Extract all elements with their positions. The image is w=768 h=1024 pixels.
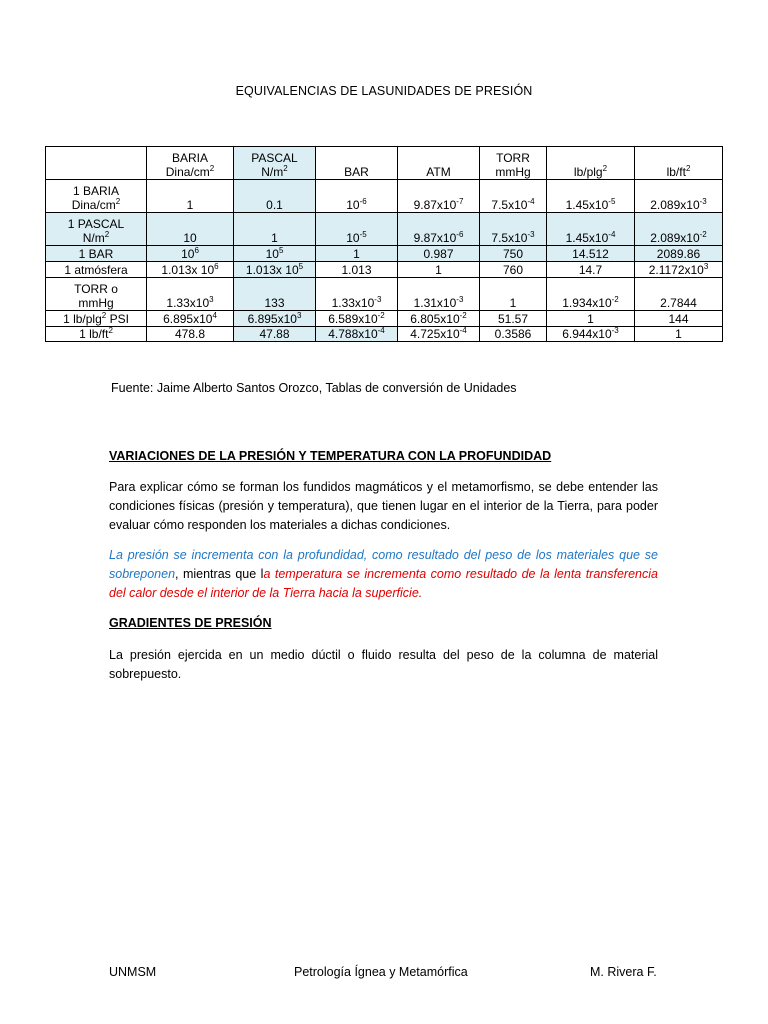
table-header-row — [46, 147, 723, 180]
table-cell: $10^6$ — [147, 246, 234, 262]
header-empty-cell — [46, 147, 147, 180]
table-cell: 1 — [635, 327, 723, 342]
table-cell: $2.1172x10^3$ — [635, 262, 723, 278]
table-cell: 1 — [147, 180, 234, 213]
connector-text: , mientras que l — [175, 567, 264, 581]
row-label: 1 $lb/ft^2$ — [46, 327, 147, 342]
source-citation: Fuente: Jaime Alberto Santos Orozco, Tablas de conversión de Unidades — [111, 381, 517, 395]
header-bar: BAR — [316, 147, 398, 180]
header-lbft: $lb/ft^2$ — [635, 147, 723, 180]
table-cell: 478.8 — [147, 327, 234, 342]
table-cell: $6.944x10^{-3}$ — [547, 327, 635, 342]
table-cell: 1 — [398, 262, 480, 278]
pressure-statement: La presión se incrementa con la profundidad, como resultado del peso de los materiales que se sobreponen — [109, 548, 658, 581]
table-cell: 2089.86 — [635, 246, 723, 262]
table-cell: $1.33x10^3$ — [147, 278, 234, 311]
table-cell: 133 — [234, 278, 316, 311]
table-cell: 1 — [480, 278, 547, 311]
paragraph-intro: Para explicar cómo se forman los fundidos magmáticos y el metamorfismo, se debe entender las condiciones físicas (presión y temperatura), que tienen lugar en el interior de la Tierra, para poder evaluar cómo responden los materiales a dichas condiciones. — [109, 480, 658, 532]
table-cell: 1.013 — [316, 262, 398, 278]
table-cell: $1.33x10^{-3}$ — [316, 278, 398, 311]
table-cell: 0.987 — [398, 246, 480, 262]
table-cell: 14.512 — [547, 246, 635, 262]
table-cell: $10^5$ — [234, 246, 316, 262]
table-cell: $9.87x10^{-7}$ — [398, 180, 480, 213]
table-cell: 2.7844 — [635, 278, 723, 311]
row-label: 1 lb/plg$^2$ PSI — [46, 311, 147, 327]
table-cell: 1 — [316, 246, 398, 262]
header-lbplg: lb/plg$^2$ — [547, 147, 635, 180]
row-label: 1 BAR — [46, 246, 147, 262]
table-cell: $1.45x10^{-5}$ — [547, 180, 635, 213]
table-cell: 47.88 — [234, 327, 316, 342]
header-torr: TORR mmHg — [480, 147, 547, 180]
table-cell: $4.788x10^{-4}$ — [316, 327, 398, 342]
table-cell: $2.089x10^{-2}$ — [635, 213, 723, 246]
table-cell: $10^{-5}$ — [316, 213, 398, 246]
table-row-psi — [46, 311, 723, 327]
footer-center: Petrología Ígnea y Metamórfica — [294, 965, 468, 979]
table-row-pascal — [46, 213, 723, 246]
row-label: 1 BARIA Dina/$cm^2$ — [46, 180, 147, 213]
table-cell: 750 — [480, 246, 547, 262]
table-row-bar — [46, 246, 723, 262]
header-atm: ATM — [398, 147, 480, 180]
table-cell: $1.45x10^{-4}$ — [547, 213, 635, 246]
table-cell: 144 — [635, 311, 723, 327]
table-cell: $6.589x10^{-2}$ — [316, 311, 398, 327]
table-cell: $4.725x10^{-4}$ — [398, 327, 480, 342]
table-row-torr — [46, 278, 723, 311]
pressure-units-table — [45, 146, 723, 342]
table-cell: $2.089x10^{-3}$ — [635, 180, 723, 213]
footer-left: UNMSM — [109, 965, 157, 979]
table-cell: $1.934x10^{-2}$ — [547, 278, 635, 311]
row-label: TORR o mmHg — [46, 278, 147, 311]
table-cell: 760 — [480, 262, 547, 278]
paragraph-pressure-temperature — [109, 546, 658, 603]
table-cell: 0.1 — [234, 180, 316, 213]
table-cell: 1 — [547, 311, 635, 327]
temperature-statement: a temperatura se incrementa como resultado de la lenta transferencia del calor desde el interior de la Tierra hacia la superficie. — [109, 567, 658, 600]
section-heading-gradientes: GRADIENTES DE PRESIÓN — [109, 616, 272, 630]
section-heading-variaciones: VARIACIONES DE LA PRESIÓN Y TEMPERATURA CON LA PROFUNDIDAD — [109, 449, 552, 463]
table-cell: $1.31x10^{-3}$ — [398, 278, 480, 311]
table-cell: 1.013x $10^6$ — [147, 262, 234, 278]
table-cell: 14.7 — [547, 262, 635, 278]
document-title: EQUIVALENCIAS DE LASUNIDADES DE PRESIÓN — [235, 84, 533, 98]
table-cell: 51.57 — [480, 311, 547, 327]
paragraph-gradientes: La presión ejercida en un medio dúctil o fluido resulta del peso de la columna de material sobrepuesto. — [109, 648, 658, 681]
table-cell: 0.3586 — [480, 327, 547, 342]
table-cell: 1.013x $10^5$ — [234, 262, 316, 278]
row-label: 1 PASCAL $N/m^2$ — [46, 213, 147, 246]
table-row-baria — [46, 180, 723, 213]
table-cell: $7.5x10^{-3}$ — [480, 213, 547, 246]
table-cell: $10^{-6}$ — [316, 180, 398, 213]
footer-right: M. Rivera F. — [590, 965, 657, 979]
table-cell: $7.5x10^{-4}$ — [480, 180, 547, 213]
table-cell: 1 — [234, 213, 316, 246]
header-pascal: PASCAL $N/m^2$ — [234, 147, 316, 180]
table-row-atm — [46, 262, 723, 278]
table-cell: 10 — [147, 213, 234, 246]
table-cell: $6.805x10^{-2}$ — [398, 311, 480, 327]
header-baria: BARIA Dina/$cm^2$ — [147, 147, 234, 180]
table-cell: $6.895x10^3$ — [234, 311, 316, 327]
row-label: 1 atmósfera — [46, 262, 147, 278]
table-row-lbft — [46, 327, 723, 342]
table-cell: $9.87x10^{-6}$ — [398, 213, 480, 246]
table-cell: $6.895x10^4$ — [147, 311, 234, 327]
